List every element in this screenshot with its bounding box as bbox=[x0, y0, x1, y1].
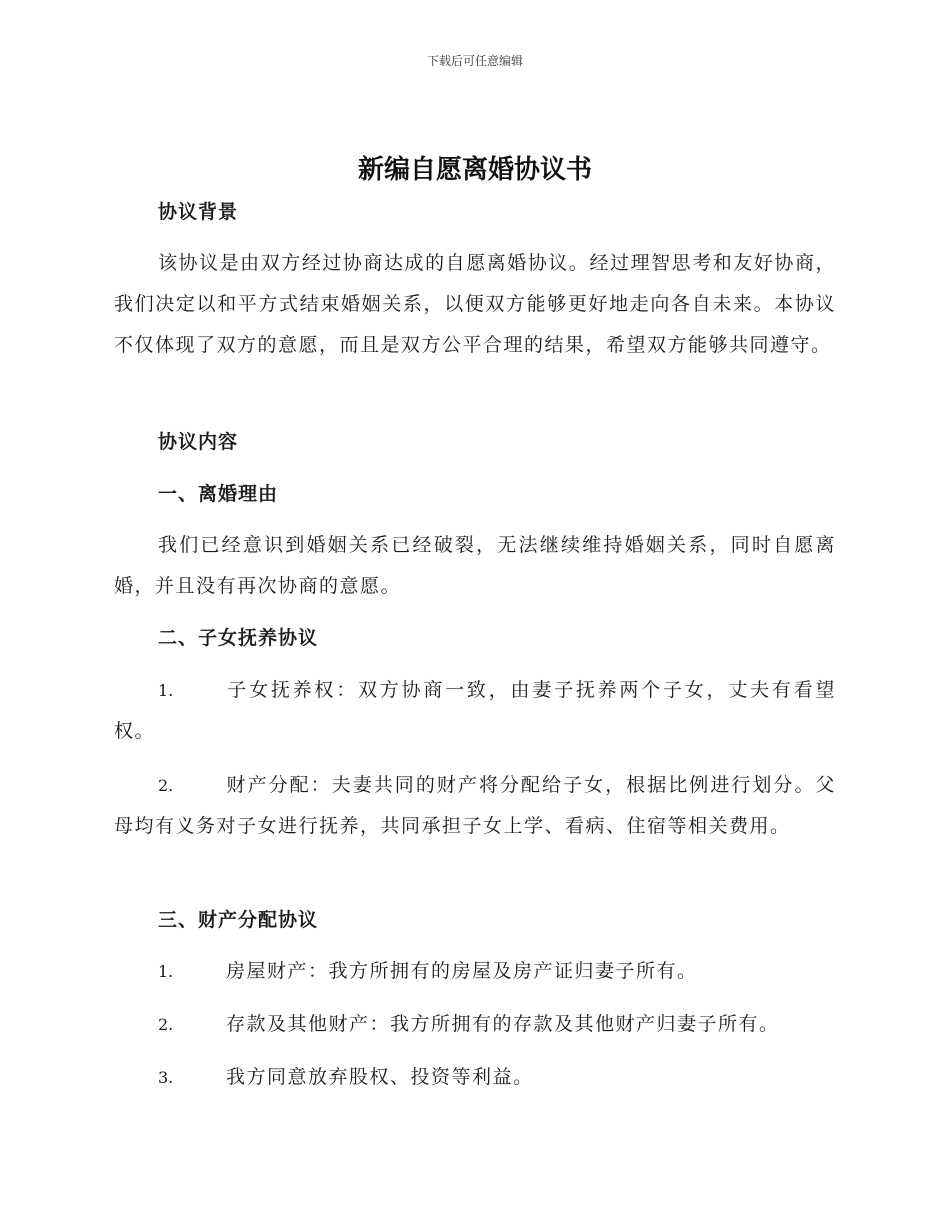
section-heading-content: 协议内容 bbox=[158, 431, 239, 453]
child-item-1 bbox=[114, 670, 836, 752]
item-number: 2. bbox=[158, 776, 174, 795]
item-number: 1. bbox=[158, 962, 174, 981]
background-paragraph: 该协议是由双方经过协商达成的自愿离婚协议。经过理智思考和友好协商，我们决定以和平方式结束婚姻关系，以便双方能够更好地走向各自未来。本协议不仅体现了双方的意愿，而且是双方公平合理的结果，希望双方能够共同遵守。 bbox=[114, 252, 836, 356]
header-note: 下载后可任意编辑 bbox=[426, 54, 523, 68]
item-number: 3. bbox=[158, 1068, 174, 1087]
property-item-3 bbox=[114, 1057, 836, 1098]
item-text: 存款及其他财产：我方所拥有的存款及其他财产归妻子所有。 bbox=[226, 1013, 780, 1035]
section-heading-property: 三、财产分配协议 bbox=[158, 909, 319, 931]
child-item-2 bbox=[114, 765, 836, 847]
item-text: 房屋财产：我方所拥有的房屋及房产证归妻子所有。 bbox=[226, 960, 698, 982]
section-heading-reason: 一、离婚理由 bbox=[158, 483, 279, 505]
property-item-2 bbox=[114, 1004, 836, 1045]
section-heading-background: 协议背景 bbox=[158, 201, 239, 223]
item-number: 2. bbox=[158, 1015, 174, 1034]
item-number: 1. bbox=[158, 681, 174, 700]
item-text: 我方同意放弃股权、投资等利益。 bbox=[226, 1066, 534, 1088]
property-item-1 bbox=[114, 951, 836, 992]
document-title: 新编自愿离婚协议书 bbox=[357, 155, 592, 185]
section-heading-child: 二、子女抚养协议 bbox=[158, 627, 319, 649]
item-text: 子女抚养权：双方协商一致，由妻子抚养两个子女，丈夫有看望权。 bbox=[114, 679, 836, 742]
reason-paragraph: 我们已经意识到婚姻关系已经破裂，无法继续维持婚姻关系，同时自愿离婚，并且没有再次协商的意愿。 bbox=[114, 534, 836, 597]
item-text: 财产分配：夫妻共同的财产将分配给子女，根据比例进行划分。父母均有义务对子女进行抚养，共同承担子女上学、看病、住宿等相关费用。 bbox=[114, 774, 836, 837]
